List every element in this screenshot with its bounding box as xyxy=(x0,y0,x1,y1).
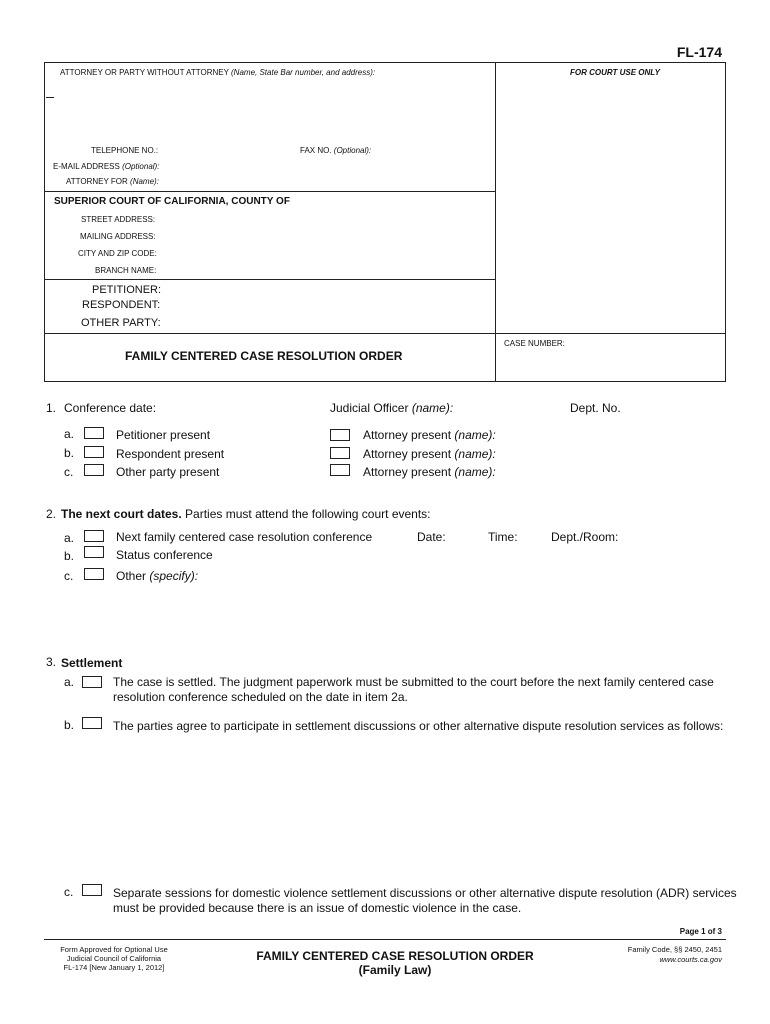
attorney-present-3-checkbox[interactable] xyxy=(330,464,350,476)
dept-no-label: Dept. No. xyxy=(570,401,621,415)
case-settled-checkbox[interactable] xyxy=(82,676,102,688)
court-title: SUPERIOR COURT OF CALIFORNIA, COUNTY OF xyxy=(54,196,290,207)
attorney-present-2-row xyxy=(363,447,496,461)
attorney-present-2-checkbox[interactable] xyxy=(330,447,350,459)
attorney-present-1-label: Attorney present xyxy=(363,428,452,442)
settlement-discussions-checkbox[interactable] xyxy=(82,717,102,729)
other-event-checkbox[interactable] xyxy=(84,568,104,580)
fax-label-row xyxy=(300,146,371,155)
item-1b-letter: b. xyxy=(64,446,75,460)
section2-intro: Parties must attend the following court events: xyxy=(185,507,431,521)
header-left-border xyxy=(44,62,45,382)
footer-approved-line3: FL-174 [New January 1, 2012] xyxy=(63,963,165,972)
petitioner-present-label: Petitioner present xyxy=(116,428,211,442)
section3-number: 3. xyxy=(46,655,57,669)
attorney-label: ATTORNEY OR PARTY WITHOUT ATTORNEY xyxy=(60,68,229,77)
court-use-label: FOR COURT USE ONLY xyxy=(570,68,660,77)
fax-label: FAX NO. xyxy=(300,146,332,155)
item-2c-letter: c. xyxy=(64,569,74,583)
footer-rule xyxy=(44,939,726,940)
footer-site-link[interactable]: www.courts.ca.gov xyxy=(659,955,722,964)
judicial-officer-hint: (name): xyxy=(411,401,454,415)
item-1c-letter: c. xyxy=(64,465,74,479)
email-label: E-MAIL ADDRESS xyxy=(53,162,120,171)
item-2b-letter: b. xyxy=(64,549,75,563)
attorney-present-3-hint: (name): xyxy=(454,465,496,479)
attorney-hint: (Name, State Bar number, and address): xyxy=(231,68,376,77)
separate-sessions-line1: Separate sessions for domestic violence settlement discussions or other alternative dispute resolution (ADR) services xyxy=(113,886,737,900)
section2-title: The next court dates. xyxy=(61,507,182,521)
dash-mark xyxy=(46,97,54,98)
city-label: CITY AND ZIP CODE: xyxy=(78,249,157,258)
respondent-present-checkbox[interactable] xyxy=(84,446,104,458)
header-divider xyxy=(495,62,496,382)
next-conference-label: Next family centered case resolution conference xyxy=(116,530,373,544)
attorney-present-1-checkbox[interactable] xyxy=(330,429,350,441)
header-top-border xyxy=(44,62,726,63)
section3-title: Settlement xyxy=(61,656,123,670)
section2-heading xyxy=(61,507,431,521)
footer-title: FAMILY CENTERED CASE RESOLUTION ORDER xyxy=(256,949,534,963)
branch-label: BRANCH NAME: xyxy=(95,266,157,275)
form-id: FL-174 xyxy=(676,44,722,60)
other-event-hint: (specify): xyxy=(149,569,199,583)
header-bottom-border xyxy=(44,381,726,382)
footer-approved-line2: Judicial Council of California xyxy=(66,954,162,963)
other-party-present-checkbox[interactable] xyxy=(84,464,104,476)
attorney-present-2-hint: (name): xyxy=(454,447,496,461)
attorney-label-row xyxy=(60,68,375,77)
time-label: Time: xyxy=(488,530,518,544)
attorney-court-separator xyxy=(44,191,496,192)
status-conference-checkbox[interactable] xyxy=(84,546,104,558)
page-number: Page 1 of 3 xyxy=(679,927,722,936)
other-party-label: OTHER PARTY: xyxy=(81,317,161,329)
dept-room-label: Dept./Room: xyxy=(551,530,619,544)
respondent-present-label: Respondent present xyxy=(116,447,225,461)
mailing-label: MAILING ADDRESS: xyxy=(80,232,156,241)
conference-date-label: Conference date: xyxy=(64,401,157,415)
separate-sessions-checkbox[interactable] xyxy=(82,884,102,896)
parties-title-separator xyxy=(44,333,726,334)
item-3b-letter: b. xyxy=(64,718,75,732)
date-label: Date: xyxy=(417,530,446,544)
other-party-present-label: Other party present xyxy=(116,465,220,479)
petitioner-present-checkbox[interactable] xyxy=(84,427,104,439)
status-conference-label: Status conference xyxy=(116,548,213,562)
section2-number: 2. xyxy=(46,507,57,521)
item-3c-letter: c. xyxy=(64,885,74,899)
petitioner-label: PETITIONER: xyxy=(92,284,162,296)
form-title: FAMILY CENTERED CASE RESOLUTION ORDER xyxy=(125,349,403,363)
item-3a-letter: a. xyxy=(64,675,75,689)
item-2a-letter: a. xyxy=(64,531,75,545)
attorney-present-1-row xyxy=(363,428,496,442)
other-event-row xyxy=(116,569,198,583)
judicial-officer-row xyxy=(330,401,453,415)
attorney-for-hint: (Name): xyxy=(130,177,159,186)
attorney-present-3-label: Attorney present xyxy=(363,465,452,479)
case-settled-line1: The case is settled. The judgment paperwork must be submitted to the court before the next family centered case xyxy=(113,675,714,689)
case-number-label: CASE NUMBER: xyxy=(504,339,565,348)
footer-code: Family Code, §§ 2450, 2451 xyxy=(627,945,722,954)
case-settled-line2: resolution conference scheduled on the date in item 2a. xyxy=(113,690,408,704)
judicial-officer-label: Judicial Officer xyxy=(330,401,409,415)
next-conference-checkbox[interactable] xyxy=(84,530,104,542)
section1-number: 1. xyxy=(46,401,57,415)
attorney-for-row xyxy=(66,177,159,186)
footer-approval xyxy=(44,945,184,972)
telephone-label: TELEPHONE NO.: xyxy=(91,146,159,155)
separate-sessions-line2: must be provided because there is an issue of domestic violence in the case. xyxy=(113,901,522,915)
item-1a-letter: a. xyxy=(64,427,75,441)
footer-approved-line1: Form Approved for Optional Use xyxy=(60,945,168,954)
attorney-present-3-row xyxy=(363,465,496,479)
respondent-label: RESPONDENT: xyxy=(82,299,161,311)
footer-subtitle: (Family Law) xyxy=(358,963,432,977)
fax-hint: (Optional): xyxy=(333,146,372,155)
attorney-present-1-hint: (name): xyxy=(454,428,496,442)
attorney-for-label: ATTORNEY FOR xyxy=(66,177,128,186)
settlement-discussions-label: The parties agree to participate in settlement discussions or other alternative dispute resolution services as follows: xyxy=(113,719,724,733)
email-hint: (Optional): xyxy=(122,162,160,171)
other-event-label: Other xyxy=(116,569,147,583)
street-label: STREET ADDRESS: xyxy=(81,215,156,224)
attorney-present-2-label: Attorney present xyxy=(363,447,452,461)
court-parties-separator xyxy=(44,279,496,280)
email-label-row xyxy=(53,162,159,171)
header-right-border xyxy=(725,62,726,382)
